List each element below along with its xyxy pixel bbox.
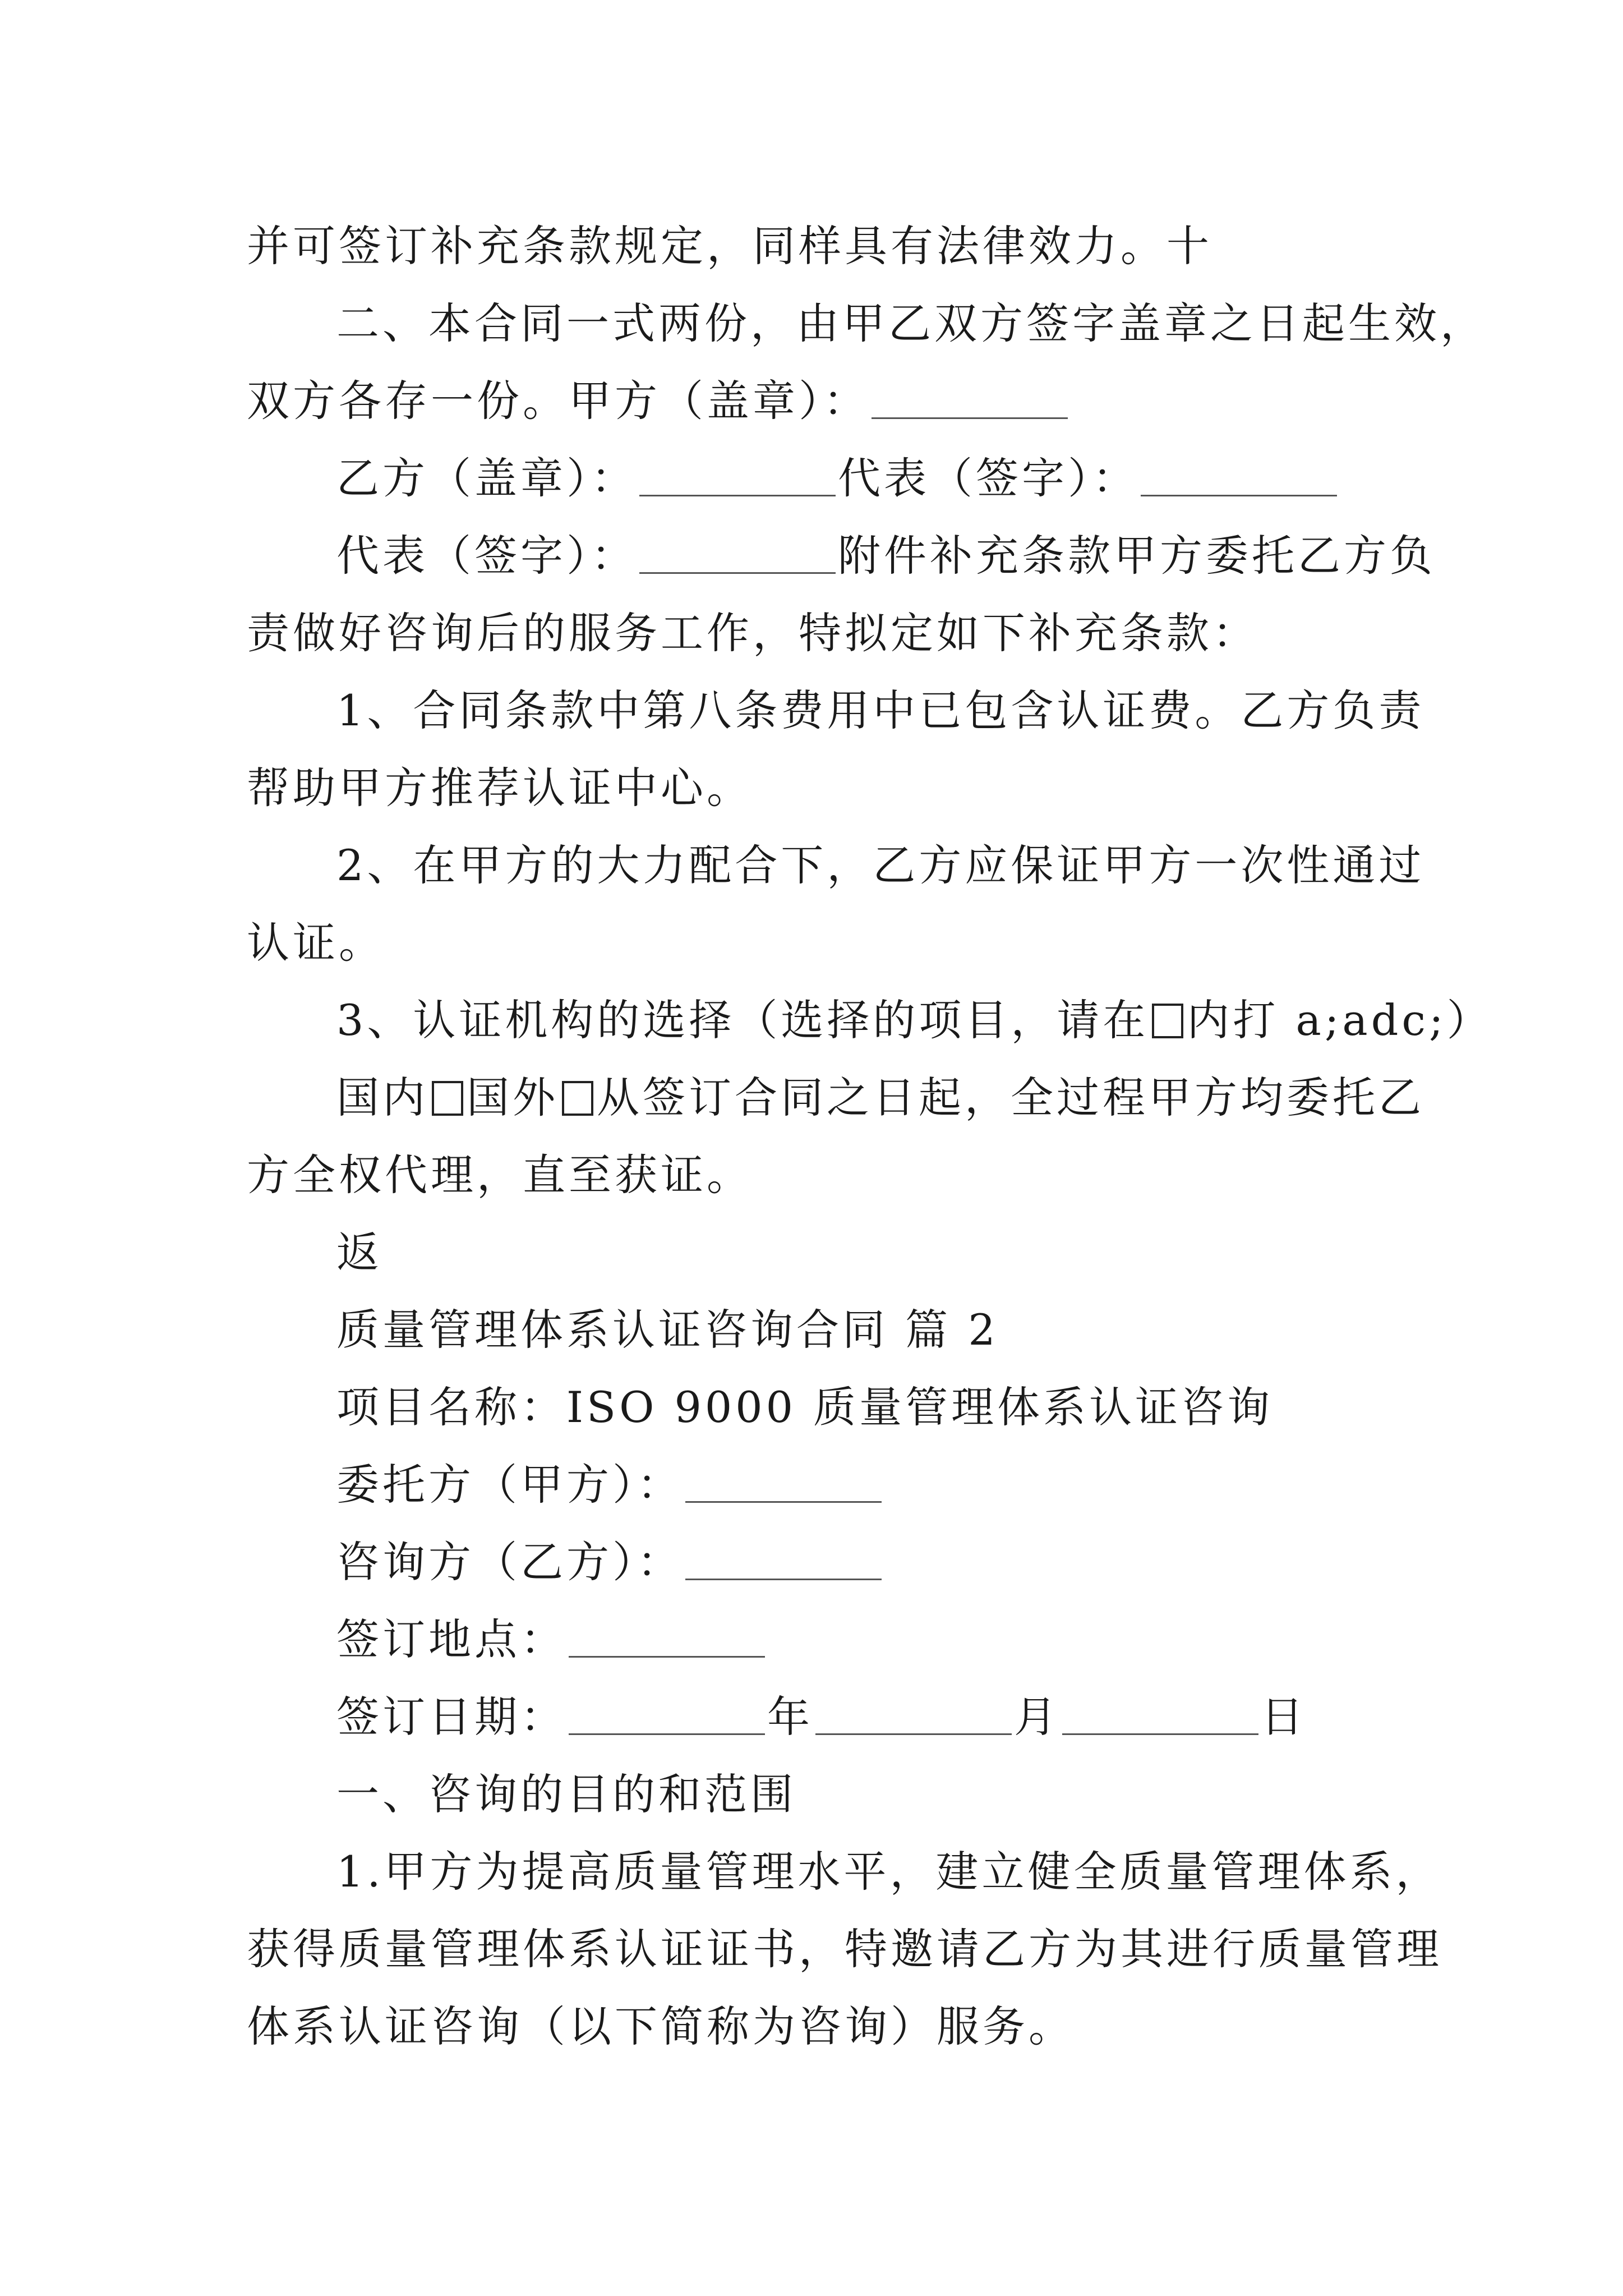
paragraph-line: 代表（签字）： 附件补充条款甲方委托乙方负 [336, 531, 1436, 581]
checkbox-square [1152, 1004, 1183, 1038]
paragraph-line: 签订日期： 年 月 日 [336, 1692, 1307, 1742]
paragraph-line: 认证。 [247, 918, 385, 968]
paragraph-line: 责做好咨询后的服务工作，特拟定如下补充条款： [247, 608, 1258, 658]
signature-blank [639, 530, 836, 574]
signature-blank [1141, 452, 1337, 496]
paragraph-line: 并可签订补充条款规定，同样具有法律效力。十 [247, 221, 1212, 271]
month-blank [815, 1691, 1012, 1735]
client-blank [685, 1458, 882, 1503]
year-blank [569, 1691, 765, 1735]
paragraph-line: 返 [336, 1227, 382, 1277]
paragraph-line: 3、认证机构的选择（选择的项目，请在 内打 a;adc;） [336, 995, 1493, 1045]
document-body [247, 208, 1493, 2065]
signature-blank [639, 452, 836, 496]
paragraph-line: 体系认证咨询（以下简称为咨询）服务。 [247, 2001, 1075, 2051]
paragraph-line: 二、本合同一式两份，由甲乙双方签字盖章之日起生效， [336, 298, 1486, 348]
signature-blank [872, 375, 1068, 419]
consultant-blank [685, 1536, 882, 1580]
paragraph-line: 项目名称：ISO 9000 质量管理体系认证咨询 [336, 1382, 1274, 1432]
paragraph-line: 咨询方（乙方）： [247, 1524, 1391, 1601]
paragraph-line: 1.甲方为提高质量管理水平，建立健全质量管理体系， [336, 1847, 1442, 1897]
paragraph-line: 2、在甲方的大力配合下，乙方应保证甲方一次性通过 [336, 840, 1425, 890]
paragraph-line: 帮助甲方推荐认证中心。 [247, 763, 753, 813]
paragraph-line: 1、合同条款中第八条费用中已包含认证费。乙方负责 [336, 685, 1425, 735]
paragraph-line: 获得质量管理体系认证证书，特邀请乙方为其进行质量管理 [247, 1924, 1442, 1974]
paragraph-line: 委托方（甲方）： [247, 1446, 1391, 1524]
checkbox-foreign [562, 1081, 593, 1116]
paragraph-line: 签订地点： [247, 1601, 1391, 1678]
section-heading: 一、咨询的目的和范围 [336, 1769, 796, 1819]
checkbox-domestic [432, 1081, 463, 1116]
paragraph-line: 乙方（盖章）： 代表（签字）： [247, 440, 1391, 517]
day-blank [1062, 1691, 1258, 1735]
paragraph-line: 双方各存一份。甲方（盖章）： [247, 362, 1391, 440]
paragraph-line: 国内 国外 从签订合同之日起，全过程甲方均委托乙 [336, 1073, 1424, 1122]
section-title: 质量管理体系认证咨询合同 篇 2 [336, 1305, 999, 1355]
location-blank [569, 1613, 765, 1658]
paragraph-line: 方全权代理，直至获证。 [247, 1150, 753, 1200]
